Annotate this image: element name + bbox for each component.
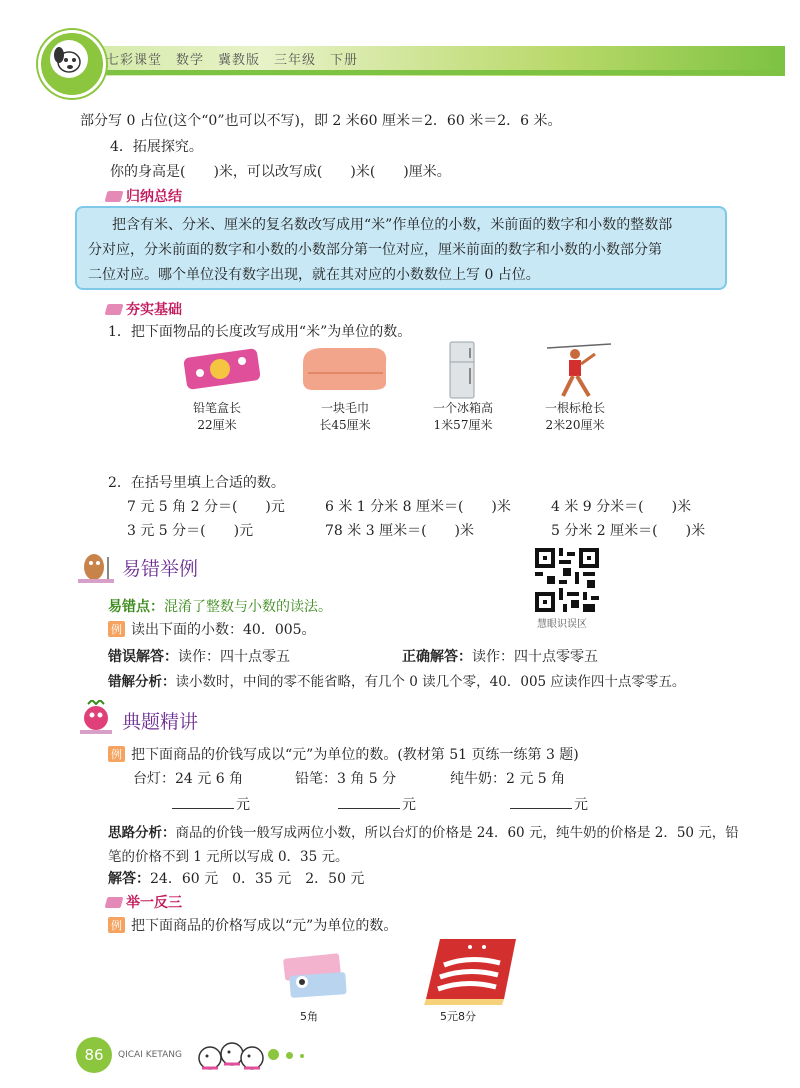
practice-heading: 举一反三 — [106, 892, 182, 912]
header-title: 七彩课堂 数学 冀教版 三年级 下册 — [106, 53, 359, 68]
fill-item: 4 米 9 分米＝( )米 — [551, 499, 692, 515]
footer-dot — [268, 1049, 279, 1060]
footer-mascots-icon — [196, 1036, 266, 1080]
eraser-image — [280, 950, 350, 1004]
error-example: 例 读出下面的小数：40．005。 — [108, 619, 316, 639]
header-stripe — [60, 70, 785, 75]
qr-code-icon — [535, 548, 599, 616]
basics-question-1: 1．把下面物品的长度改写成用“米”为单位的数。 — [108, 324, 412, 340]
item-4-title: 4．拓展探究。 — [110, 139, 203, 155]
error-point: 易错点：混淆了整数与小数的读法。 — [108, 599, 332, 615]
fill-item: 3 元 5 分＝( )元 — [127, 523, 254, 539]
summary-heading: 归纳总结 — [106, 186, 182, 206]
footer-brand: QICAI KETANG — [118, 1050, 182, 1060]
answer-blank[interactable]: 元 — [338, 794, 416, 814]
fridge-image — [448, 340, 476, 404]
price-caption: 5元8分 — [440, 1010, 476, 1023]
classic-example: 例 把下面商品的价钱写成以“元”为单位的数。(教材第 51 页练一练第 3 题) — [108, 744, 579, 764]
section-book-icon — [105, 191, 124, 202]
section-book-icon — [105, 304, 124, 315]
footer-dot — [286, 1052, 293, 1059]
javelin-thrower-image — [545, 340, 615, 404]
classic-analysis-line-2: 笔的价格不到 1 元所以写成 0．35 元。 — [108, 849, 349, 865]
summary-line-3: 二位对应。哪个单位没有数字出现，就在其对应的小数数位上写 0 占位。 — [88, 267, 540, 283]
fill-item: 7 元 5 角 2 分＝( )元 — [127, 499, 285, 515]
item-caption: 一个冰箱高 1米57厘米 — [432, 401, 493, 432]
item-4-text: 你的身高是( )米，可以改写成( )米( )厘米。 — [110, 164, 451, 180]
classic-answer: 解答：24．60 元 0．35 元 2．50 元 — [108, 871, 365, 887]
errors-mascot-icon — [76, 549, 118, 591]
pencil-case-image — [180, 345, 265, 399]
example-badge: 例 — [108, 746, 125, 762]
classic-analysis-line-1: 思路分析：商品的价钱一般写成两位小数，所以台灯的价格是 24．60 元，纯牛奶的价格是 2．50 元，铅 — [108, 825, 739, 841]
answer-blank[interactable]: 元 — [172, 794, 250, 814]
qr-caption: 慧眼识误区 — [537, 619, 587, 630]
answer-blank[interactable]: 元 — [510, 794, 588, 814]
error-analysis: 错解分析：读小数时，中间的零不能省略，有几个 0 读几个零，40．005 应读作四十点零零五。 — [108, 674, 686, 690]
summary-line-2: 分对应，分米前面的数字和小数的小数部分第一位对应，厘米前面的数字和小数的小数部分第 — [88, 242, 662, 258]
goods-item: 铅笔：3 角 5 分 — [295, 771, 397, 787]
towel-image — [298, 343, 393, 397]
fill-item: 78 米 3 厘米＝( )米 — [325, 523, 474, 539]
basics-question-2: 2．在括号里填上合适的数。 — [108, 475, 285, 491]
classic-mascot-icon — [76, 700, 118, 742]
item-caption: 一根标枪长 2米20厘米 — [544, 401, 605, 432]
item-caption: 铅笔盒长 22厘米 — [192, 401, 241, 432]
section-book-icon — [105, 897, 124, 908]
fill-item: 6 米 1 分米 8 厘米＝( )米 — [325, 499, 511, 515]
goods-item: 纯牛奶：2 元 5 角 — [450, 771, 566, 787]
practice-example: 例 把下面商品的价格写成以“元”为单位的数。 — [108, 915, 397, 935]
basics-heading: 夯实基础 — [106, 299, 182, 319]
item-caption: 一块毛巾 长45厘米 — [319, 401, 371, 432]
summary-line-1: 把含有米、分米、厘米的复名数改写成用“米”作单位的小数，米前面的数字和小数的整数部 — [112, 217, 673, 233]
notebook-image — [420, 935, 520, 1011]
footer-dot — [300, 1054, 304, 1058]
fill-item: 5 分米 2 厘米＝( )米 — [551, 523, 706, 539]
intro-line: 部分写 0 占位(这个“0”也可以不写)，即 2 米60 厘米＝2．60 米＝2．6 米。 — [80, 113, 562, 129]
page-number: 86 — [76, 1037, 112, 1073]
price-caption: 5角 — [300, 1010, 318, 1023]
example-badge: 例 — [108, 917, 125, 933]
errors-heading: 易错举例 — [122, 558, 199, 580]
classic-heading: 典题精讲 — [122, 711, 199, 733]
example-badge: 例 — [108, 621, 125, 637]
right-answer: 正确解答：读作：四十点零零五 — [402, 649, 598, 665]
goods-item: 台灯：24 元 6 角 — [133, 771, 244, 787]
wrong-answer: 错误解答：读作：四十点零五 — [108, 649, 290, 665]
logo-dog-icon — [50, 40, 88, 78]
